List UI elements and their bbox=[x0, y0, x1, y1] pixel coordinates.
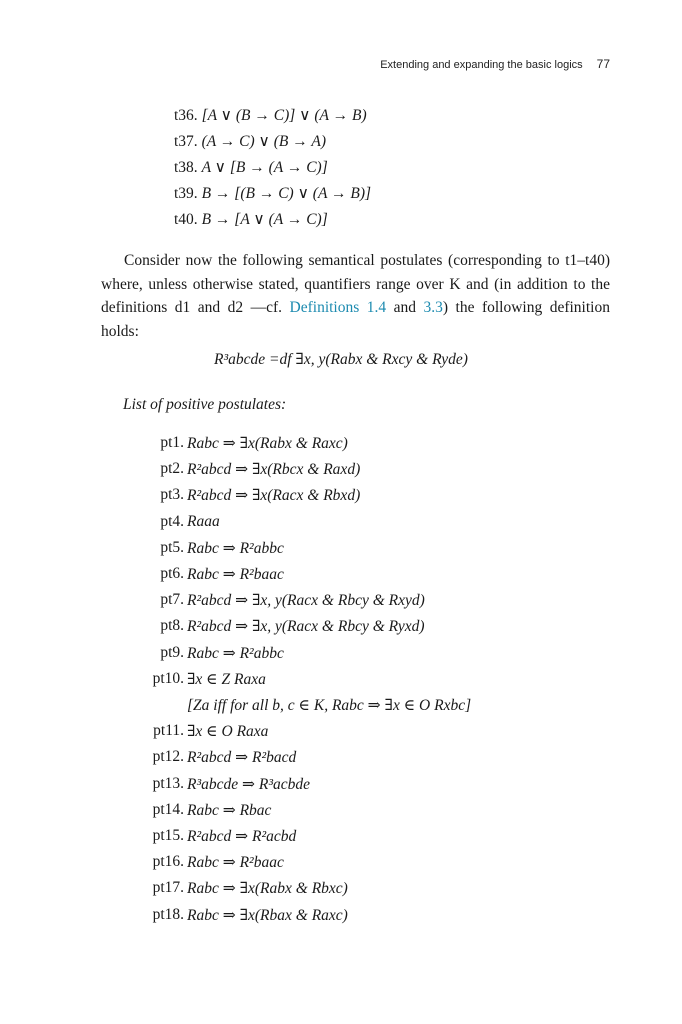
paragraph-text-2: and bbox=[386, 299, 424, 316]
postulate-formula: Rabc ⇒ R²baac bbox=[187, 854, 284, 872]
thesis-t36 bbox=[174, 106, 367, 125]
definition-formula bbox=[0, 350, 682, 369]
page-number: 77 bbox=[596, 57, 610, 71]
postulate-formula: R²abcd ⇒ ∃x, y(Racx & Rbcy & Rxyd) bbox=[187, 592, 425, 610]
postulate-label: pt1. bbox=[160, 434, 184, 451]
postulate-formula: Raaa bbox=[187, 512, 220, 530]
thesis-t39 bbox=[174, 184, 371, 203]
thesis-formula: B → [(B → C) ∨ (A → B)] bbox=[201, 185, 372, 202]
postulate-formula: Rabc ⇒ ∃x(Rabx & Raxc) bbox=[187, 435, 348, 452]
postulate-label: pt9. bbox=[160, 643, 184, 661]
thesis-label: t39. bbox=[174, 185, 198, 202]
postulate-formula: Rabc ⇒ R²abbc bbox=[187, 644, 284, 662]
postulate-formula: Rabc ⇒ ∃x(Rbax & Raxc) bbox=[187, 906, 348, 924]
thesis-t38 bbox=[174, 158, 328, 177]
thesis-label: t36. bbox=[174, 107, 198, 124]
postulate-formula: ∃x ∈ Z Raxa bbox=[187, 670, 266, 688]
thesis-label: t38. bbox=[174, 159, 198, 176]
postulate-label: pt2. bbox=[160, 460, 184, 478]
definition-text: R³abcde =df ∃x, y(Rabx & Rxcy & Ryde) bbox=[214, 351, 468, 368]
postulate-formula: R²abcd ⇒ ∃x(Racx & Rbxd) bbox=[187, 487, 361, 505]
postulate-formula: Rabc ⇒ ∃x(Rabx & Rbxc) bbox=[187, 880, 348, 898]
definition-3-3-link[interactable]: 3.3 bbox=[423, 299, 443, 316]
running-title: Extending and expanding the basic logics bbox=[380, 59, 583, 71]
postulate-label: pt10. bbox=[152, 669, 184, 687]
thesis-label: t40. bbox=[174, 211, 198, 228]
postulate-label: pt17. bbox=[152, 879, 184, 897]
postulate-formula: R²abcd ⇒ ∃x(Rbcx & Raxd) bbox=[187, 461, 361, 479]
postulate-label: pt5. bbox=[160, 538, 184, 556]
definitions-1-4-link[interactable]: Definitions 1.4 bbox=[289, 299, 387, 316]
postulate-label: pt16. bbox=[152, 853, 184, 871]
postulate-label: pt4. bbox=[160, 512, 184, 530]
thesis-label: t37. bbox=[174, 133, 198, 150]
thesis-formula: A ∨ [B → (A → C)] bbox=[201, 159, 328, 176]
postulate-label: pt7. bbox=[160, 591, 184, 609]
body-paragraph bbox=[101, 249, 610, 343]
postulate-formula: R²abcd ⇒ R²acbd bbox=[187, 828, 297, 845]
postulate-formula: ∃x ∈ O Raxa bbox=[187, 723, 269, 741]
postulate-formula: Rabc ⇒ R²abbc bbox=[187, 539, 284, 557]
paragraph-text-1: Consider now the following semantical postulates (corresponding to t1–t40) where, unless otherwise stated, quantifiers range over K and (in addition to the definitions d1 and d2 —cf. bbox=[101, 252, 610, 316]
postulate-formula: R²abcd ⇒ ∃x, y(Racx & Rbcy & Ryxd) bbox=[187, 618, 425, 636]
postulate-label: pt11. bbox=[153, 722, 184, 740]
postulate-formula: Rabc ⇒ R²baac bbox=[187, 566, 284, 583]
thesis-t37 bbox=[174, 132, 326, 151]
postulate-label: pt14. bbox=[152, 800, 184, 818]
postulate-label: pt12. bbox=[152, 748, 184, 766]
thesis-t40 bbox=[174, 210, 328, 229]
postulate-label: pt6. bbox=[160, 565, 184, 582]
running-header bbox=[380, 57, 610, 71]
postulate-label: pt13. bbox=[152, 774, 184, 792]
paragraph-text-3: ) the following definition holds: bbox=[101, 299, 610, 340]
postulate-label: pt15. bbox=[152, 827, 184, 844]
postulate-formula: R²abcd ⇒ R²bacd bbox=[187, 749, 297, 767]
thesis-formula: B → [A ∨ (A → C)] bbox=[201, 211, 328, 228]
thesis-formula: [A ∨ (B → C)] ∨ (A → B) bbox=[201, 107, 367, 124]
postulate-formula: R³abcde ⇒ R³acbde bbox=[187, 775, 310, 793]
postulate-formula: Rabc ⇒ Rbac bbox=[187, 801, 272, 819]
postulate-label: pt3. bbox=[160, 486, 184, 504]
postulate-formula: [Za iff for all b, c ∈ K, Rabc ⇒ ∃x ∈ O Rxbc] bbox=[187, 697, 472, 714]
thesis-formula: (A → C) ∨ (B → A) bbox=[201, 133, 326, 150]
postulate-label: pt8. bbox=[160, 617, 184, 635]
list-heading: List of positive postulates: bbox=[123, 396, 287, 413]
postulate-label: pt18. bbox=[152, 905, 184, 923]
